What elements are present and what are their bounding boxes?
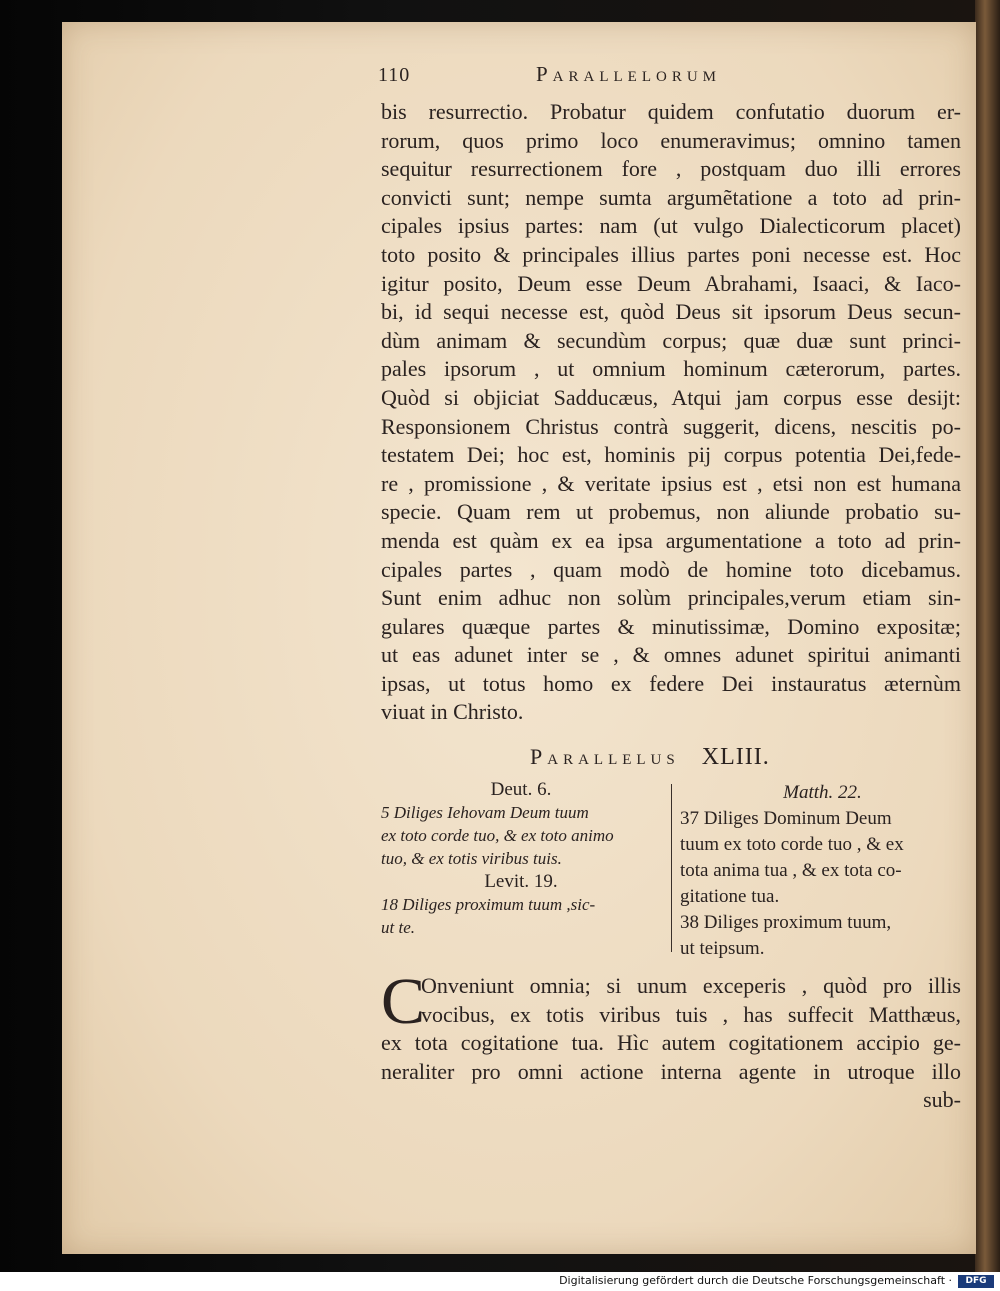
verse-line: tota anima tua , & ex tota co- xyxy=(680,860,902,881)
column-divider xyxy=(671,784,672,952)
text-line: Onveniunt omnia; si unum exceperis , quòd pro illis xyxy=(421,973,961,998)
running-head xyxy=(378,62,798,96)
section-heading xyxy=(530,744,770,771)
drop-cap: C xyxy=(381,965,426,1038)
text-line: cipales ipsius partes: nam (ut vulgo Dialecticorum placet) xyxy=(381,213,961,239)
verse-line: tuo, & ex totis viribus tuis. xyxy=(381,849,562,868)
verse-block xyxy=(381,801,661,870)
footer-credit: Digitalisierung gefördert durch die Deutsche Forschungsgemeinschaft · xyxy=(559,1274,952,1287)
text-line: Responsionem Christus contrà suggerit, dicens, nescitis po- xyxy=(381,413,961,439)
text-line: ipsas, ut totus homo ex federe Dei instauratus æternùm xyxy=(381,670,961,696)
text-line: cipales partes , quam modò de homine toto dicebamus. xyxy=(381,556,961,582)
text-line: igitur posito, Deum esse Deum Abrahami, Isaaci, & Iaco- xyxy=(381,270,961,296)
text-line: bi, id sequi necesse est, quòd Deus sit ipsorum Deus secun- xyxy=(381,299,961,325)
text-line: bis resurrectio. Probatur quidem confutatio duorum er- xyxy=(381,99,961,124)
verse-block xyxy=(381,893,661,939)
section-heading-number: XLIII. xyxy=(701,744,770,770)
book-edge xyxy=(975,0,1000,1272)
text-line: ut eas adunet inter se , & omnes adunet spiritui animanti xyxy=(381,642,961,668)
column-heading: Deut. 6. xyxy=(490,779,552,800)
text-line: menda est quàm ex ea ipsa argumentatione a toto ad prin- xyxy=(381,527,961,553)
text-line: pales ipsorum , ut omnium hominum cæterorum, partes. xyxy=(381,356,961,382)
column-heading: Matth. 22. xyxy=(783,782,862,803)
verse-line: tuum ex toto corde tuo , & ex xyxy=(680,834,904,855)
text-line: neraliter pro omni actione interna agente in utroque illo xyxy=(381,1058,961,1084)
text-line: ex tota cogitatione tua. Hìc autem cogitationem accipio ge- xyxy=(381,1030,961,1056)
text-line: specie. Quam rem ut probemus, non aliunde probatio su- xyxy=(381,499,961,525)
column-heading: Levit. 19. xyxy=(484,871,558,892)
text-line: dùm animam & secundùm corpus; quæ duæ sunt princi- xyxy=(381,327,961,353)
verse-line: 38 Diliges proximum tuum, xyxy=(680,912,892,933)
text-line: convicti sunt; nempe sumta argumẽtatione a toto ad prin- xyxy=(381,184,961,210)
dfg-logo[interactable]: DFG xyxy=(958,1275,994,1288)
verse-line: 18 Diliges proximum tuum ,sic- xyxy=(381,895,596,914)
text-line: viuat in Christo. xyxy=(381,699,524,725)
text-line: vocibus, ex totis viribus tuis , has suffecit Matthæus, xyxy=(421,1001,961,1027)
verse-line: 5 Diliges Iehovam Deum tuum xyxy=(381,803,589,822)
verse-line: ut te. xyxy=(381,918,415,937)
text-line: toto posito & principales illius partes poni necesse est. Hoc xyxy=(381,241,961,267)
verse-block xyxy=(680,806,965,910)
closing-paragraph xyxy=(381,965,961,1115)
verse-block xyxy=(680,910,965,962)
verse-line: ex toto corde tuo, & ex toto animo xyxy=(381,826,614,845)
running-title: Parallelorum xyxy=(536,62,722,86)
body-paragraph xyxy=(381,98,961,727)
text-line: rorum, quos primo loco enumeravimus; omnino tamen xyxy=(381,127,961,153)
catchword: sub- xyxy=(923,1087,961,1113)
text-line: gulares quæque partes & minutissimæ, Domino expositæ; xyxy=(381,613,961,639)
verse-line: gitatione tua. xyxy=(680,886,780,907)
text-line: sequitur resurrectionem fore , postquam duo illi errores xyxy=(381,156,961,182)
verse-line: 37 Diliges Dominum Deum xyxy=(680,808,892,829)
text-line: testatem Dei; hoc est, hominis pij corpus potentia Dei,fede- xyxy=(381,442,961,468)
text-line: re , promissione , & veritate ipsius est , etsi non est humana xyxy=(381,470,961,496)
page-number: 110 xyxy=(378,64,411,86)
footer-bar xyxy=(0,1272,1000,1291)
section-heading-word: Parallelus xyxy=(530,744,680,769)
left-column xyxy=(381,778,661,939)
text-line: Quòd si objiciat Sadducæus, Atqui jam corpus esse desijt: xyxy=(381,384,961,410)
right-column xyxy=(680,780,965,962)
verse-line: ut teipsum. xyxy=(680,938,765,959)
text-line: Sunt enim adhuc non solùm principales,verum etiam sin- xyxy=(381,585,961,611)
